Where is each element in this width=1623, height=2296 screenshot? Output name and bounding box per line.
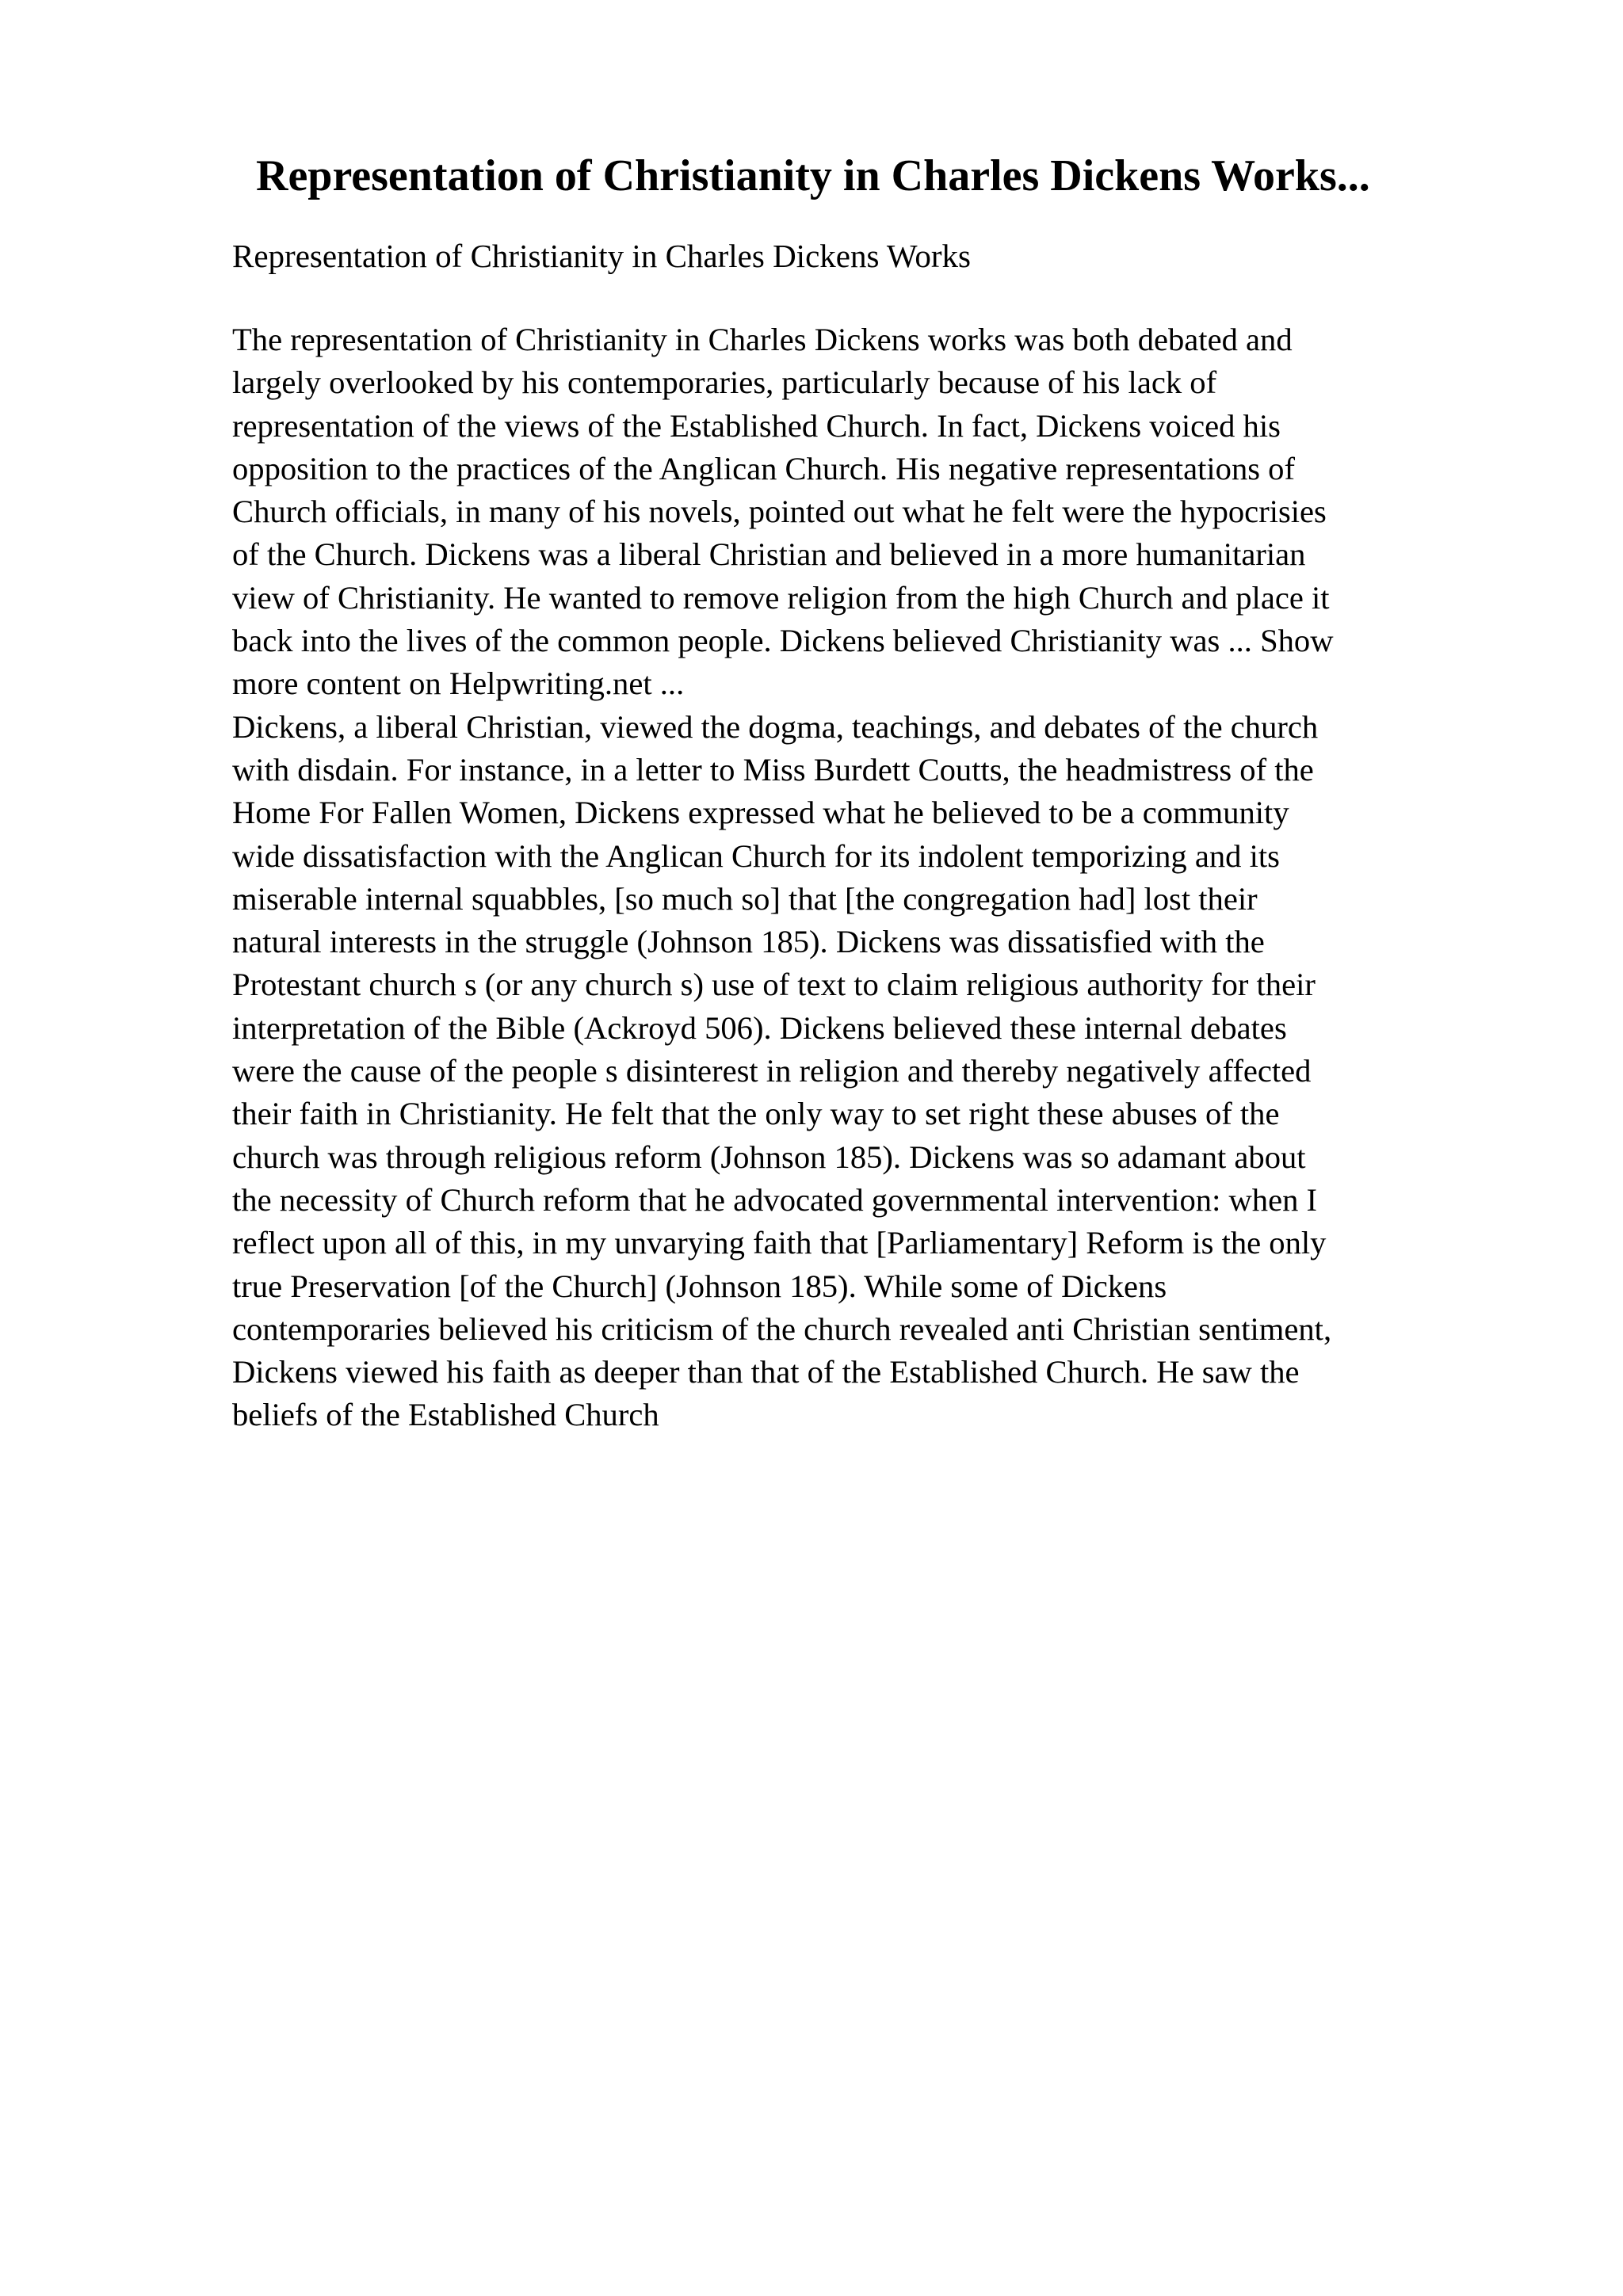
- paragraph-line: Home For Fallen Women, Dickens expressed what he believed to be a community: [232, 795, 1289, 831]
- paragraph-line: contemporaries believed his criticism of the church revealed anti Christian sentiment,: [232, 1310, 1332, 1347]
- document-subtitle: Representation of Christianity in Charles Dickens Works: [232, 238, 971, 274]
- paragraph-line: largely overlooked by his contemporaries, particularly because of his lack of: [232, 364, 1217, 401]
- paragraph-line: wide dissatisfaction with the Anglican Church for its indolent temporizing and its: [232, 837, 1280, 874]
- paragraph-line: Protestant church s (or any church s) use of text to claim religious authority for their: [232, 967, 1316, 1003]
- paragraph-line: miserable internal squabbles, [so much so] that [the congregation had] lost their: [232, 880, 1258, 917]
- paragraph-line: natural interests in the struggle (Johnson 185). Dickens was dissatisfied with the: [232, 924, 1265, 960]
- body-paragraph-1: [232, 318, 1508, 706]
- paragraph-line: representation of the views of the Established Church. In fact, Dickens voiced his: [232, 407, 1281, 444]
- paragraph-line: more content on Helpwriting.net ...: [232, 666, 685, 702]
- document-content: [232, 149, 1508, 1437]
- paragraph-line: their faith in Christianity. He felt that the only way to set right these abuses of the: [232, 1096, 1280, 1132]
- body-paragraph-2: [232, 706, 1508, 1437]
- paragraph-line: with disdain. For instance, in a letter to Miss Burdett Coutts, the headmistress of the: [232, 751, 1314, 788]
- paragraph-line: opposition to the practices of the Anglican Church. His negative representations of: [232, 450, 1295, 486]
- paragraph-line: back into the lives of the common people. Dickens believed Christianity was ... Show: [232, 623, 1334, 659]
- paragraph-line: The representation of Christianity in Charles Dickens works was both debated and: [232, 322, 1293, 357]
- paragraph-line: Church officials, in many of his novels, pointed out what he felt were the hypocrisies: [232, 494, 1327, 530]
- paragraph-line: of the Church. Dickens was a liberal Christian and believed in a more humanitarian: [232, 536, 1306, 573]
- paragraph-line: view of Christianity. He wanted to remove religion from the high Church and place it: [232, 579, 1330, 616]
- paragraph-line: true Preservation [of the Church] (Johnson 185). While some of Dickens: [232, 1268, 1167, 1304]
- paragraph-line: Dickens viewed his faith as deeper than that of the Established Church. He saw the: [232, 1354, 1300, 1390]
- paragraph-line: Dickens, a liberal Christian, viewed the dogma, teachings, and debates of the church: [232, 708, 1319, 745]
- paragraph-line: church was through religious reform (Johnson 185). Dickens was so adamant about: [232, 1138, 1306, 1175]
- paragraph-line: reflect upon all of this, in my unvarying faith that [Parliamentary] Reform is the only: [232, 1225, 1327, 1261]
- paragraph-line: were the cause of the people s disinterest in religion and thereby negatively affected: [232, 1053, 1312, 1089]
- paragraph-line: beliefs of the Established Church: [232, 1397, 659, 1433]
- document-title: Representation of Christianity in Charles Dickens Works...: [256, 151, 1370, 200]
- paragraph-line: interpretation of the Bible (Ackroyd 506). Dickens believed these internal debates: [232, 1009, 1287, 1046]
- paragraph-line: the necessity of Church reform that he advocated governmental intervention: when I: [232, 1181, 1318, 1218]
